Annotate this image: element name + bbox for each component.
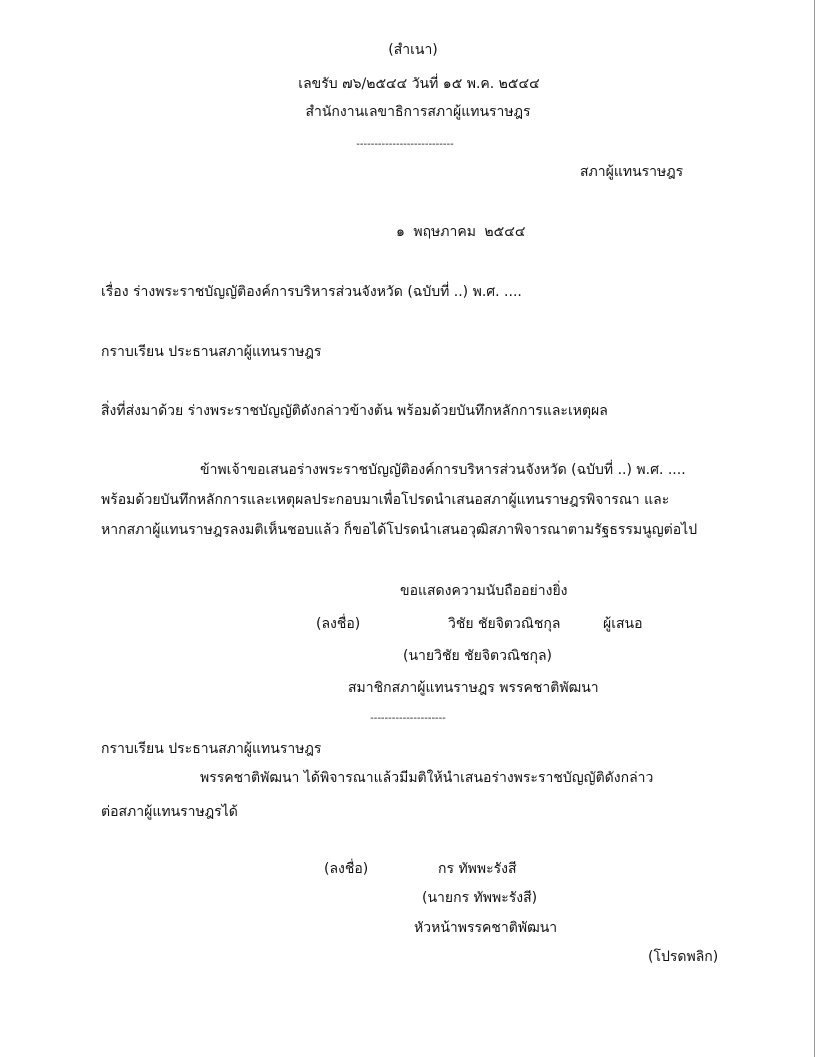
receipt-line: เลขรับ ๗๖/๒๕๔๔ วันที่ ๑๕ พ.ค. ๒๕๔๔ bbox=[298, 76, 540, 92]
letter-subject: เรื่อง ร่างพระราชบัญญัติองค์การบริหารส่วนจังหวัด (ฉบับที่ ..) พ.ศ. .... bbox=[101, 284, 522, 300]
endorsement-salutation: กราบเรียน ประธานสภาผู้แทนราษฎร bbox=[101, 741, 322, 757]
endorsement-sign-label: (ลงชื่อ) bbox=[324, 861, 369, 877]
body-line-2: พร้อมด้วยบันทึกหลักการและเหตุผลประกอบมาเพื่อโปรดนำเสนอสภาผู้แทนราษฎรพิจารณา และ bbox=[101, 492, 670, 508]
endorsement-body-line-1: พรรคชาติพัฒนา ได้พิจารณาแล้วมีมติให้นำเสนอร่างพระราชบัญญัติดังกล่าว bbox=[200, 770, 654, 786]
endorsement-divider: --------------------- bbox=[370, 713, 446, 724]
signer-name: (นายวิชัย ชัยจิตวณิชกุล) bbox=[403, 648, 552, 664]
copy-label: (สำเนา) bbox=[388, 42, 438, 58]
header-divider: --------------------------- bbox=[356, 139, 454, 150]
signer-role: ผู้เสนอ bbox=[603, 616, 643, 632]
endorsement-signer-title: หัวหน้าพรรคชาติพัฒนา bbox=[414, 920, 558, 936]
endorsement-signer-name: (นายกร ทัพพะรังสี) bbox=[422, 890, 538, 906]
closing-line: ขอแสดงความนับถืออย่างยิ่ง bbox=[400, 583, 568, 599]
signer-signature: วิชัย ชัยจิตวณิชกุล bbox=[448, 616, 561, 632]
endorsement-body-line-2: ต่อสภาผู้แทนราษฎรได้ bbox=[101, 804, 238, 820]
turn-over-note: (โปรดพลิก) bbox=[648, 949, 719, 965]
scan-edge-line bbox=[814, 0, 815, 1057]
sign-label: (ลงชื่อ) bbox=[316, 616, 361, 632]
enclosure-line: สิ่งที่ส่งมาด้วย ร่างพระราชบัญญัติดังกล่าวข้างต้น พร้อมด้วยบันทึกหลักการและเหตุผล bbox=[101, 403, 608, 419]
letter-date: ๑ พฤษภาคม ๒๕๔๔ bbox=[396, 224, 526, 240]
body-line-1: ข้าพเจ้าขอเสนอร่างพระราชบัญญัติองค์การบริหารส่วนจังหวัด (ฉบับที่ ..) พ.ศ. .... bbox=[200, 462, 686, 478]
letter-salutation: กราบเรียน ประธานสภาผู้แทนราษฎร bbox=[101, 344, 322, 360]
office-name: สำนักงานเลขาธิการสภาผู้แทนราษฎร bbox=[305, 104, 531, 120]
body-line-3: หากสภาผู้แทนราษฎรลงมติเห็นชอบแล้ว ก็ขอได้โปรดนำเสนอวุฒิสภาพิจารณาตามรัฐธรรมนูญต่อไป bbox=[101, 522, 698, 538]
recipient-org: สภาผู้แทนราษฎร bbox=[580, 164, 684, 180]
endorsement-signer-signature: กร ทัพพะรังสี bbox=[438, 861, 517, 877]
signer-title: สมาชิกสภาผู้แทนราษฎร พรรคชาติพัฒนา bbox=[348, 680, 599, 696]
